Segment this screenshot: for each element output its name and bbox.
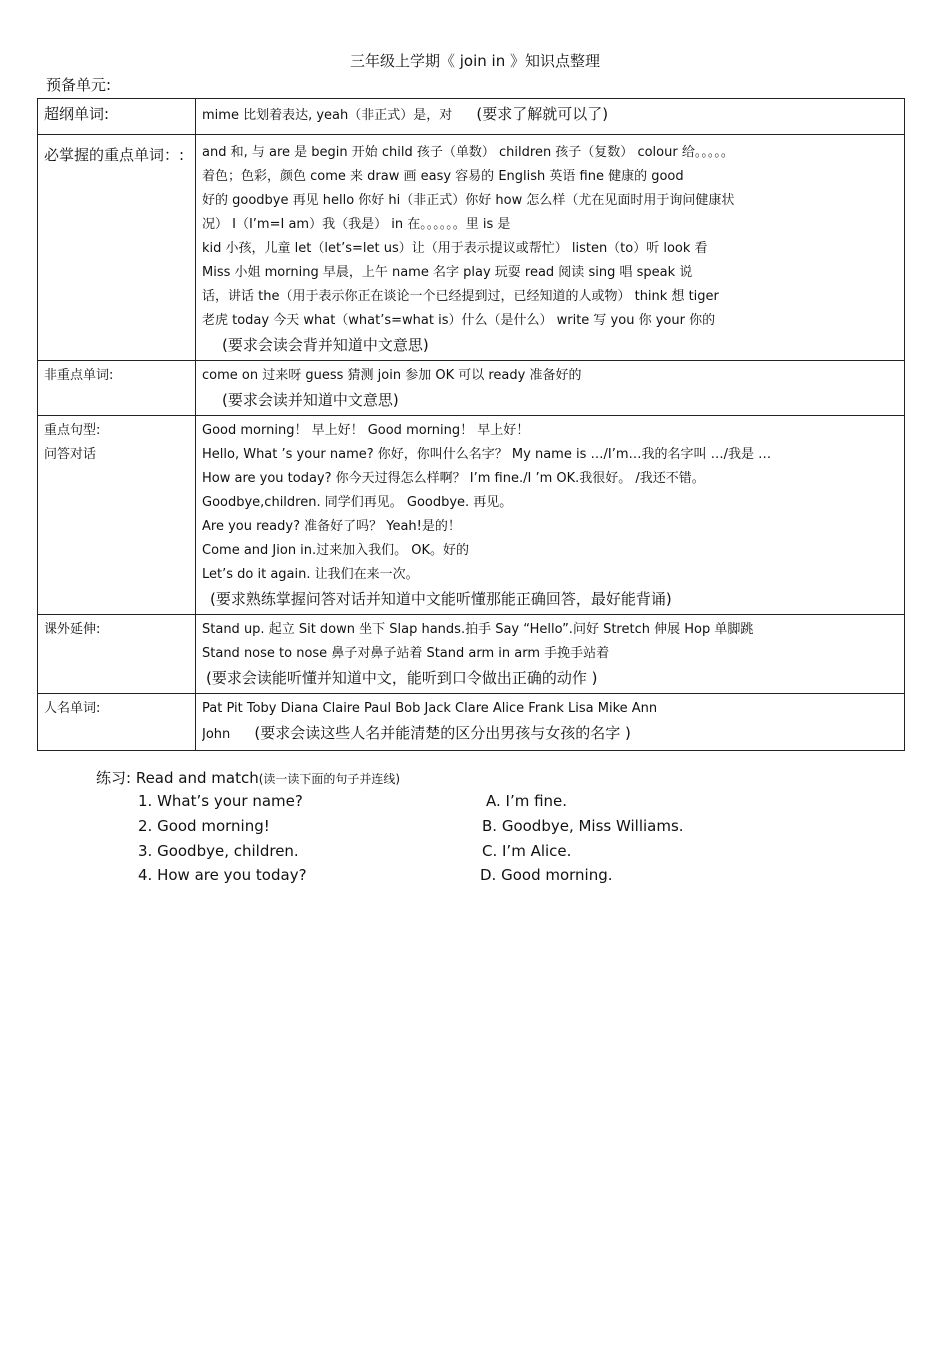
row-note: (要求了解就可以了): [476, 105, 609, 123]
row-line: Miss 小姐 morning 早晨，上午 name 名字 play 玩耍 read 阅读 sing 唱 speak 说: [202, 265, 693, 280]
row-label: [38, 416, 196, 615]
row-content: [196, 135, 905, 361]
exercise-question: 1. What’s your name?: [138, 792, 303, 810]
row-label-line: 问答对话: [44, 447, 97, 462]
row-content: [196, 615, 905, 694]
exercise-answer: C. I’m Alice.: [482, 842, 572, 860]
table-row: [38, 99, 905, 135]
row-line: come on 过来呀 guess 猜测 join 参加 OK 可以 ready 准备好的: [202, 368, 582, 383]
exercise-answer: A. I’m fine.: [486, 792, 568, 810]
row-content: [196, 416, 905, 615]
row-line: Are you ready? 准备好了吗？ Yeah!是的！: [202, 519, 461, 534]
exercise-heading-main: 练习: Read and match: [96, 769, 259, 787]
table-row: [38, 416, 905, 615]
row-label: 课外延伸:: [38, 615, 196, 694]
unit-label: 预备单元:: [46, 76, 112, 94]
row-line: Pat Pit Toby Diana Claire Paul Bob Jack Clare Alice Frank Lisa Mike Ann: [202, 701, 658, 716]
row-line: 好的 goodbye 再见 hello 你好 hi（非正式）你好 how 怎么样（尤在见面时用于询问健康状: [202, 193, 735, 208]
table-row: [38, 135, 905, 361]
row-line: Goodbye,children. 同学们再见。 Goodbye. 再见。: [202, 495, 513, 510]
table-row: [38, 694, 905, 751]
row-line: and 和, 与 are 是 begin 开始 child 孩子（单数） children 孩子（复数） colour 给。。。。。: [202, 145, 734, 160]
exercise-answer: B. Goodbye, Miss Williams.: [482, 817, 684, 835]
row-line-end: John: [202, 727, 231, 742]
row-line: Stand up. 起立 Sit down 坐下 Slap hands.拍手 Say “Hello”.问好 Stretch 伸展 Hop 单脚跳: [202, 622, 754, 637]
table-row: [38, 361, 905, 416]
exercise-question: 2. Good morning!: [138, 817, 270, 835]
row-content: [196, 99, 905, 135]
row-note: (要求熟练掌握问答对话并知道中文能听懂那能正确回答，最好能背诵): [210, 590, 672, 608]
row-label: 必掌握的重点单词：:: [38, 135, 196, 361]
row-line: mime 比划着表达, yeah（非正式）是，对: [202, 108, 453, 123]
row-label: 人名单词:: [38, 694, 196, 751]
row-line: Good morning！ 早上好！ Good morning！ 早上好！: [202, 423, 530, 438]
row-line: 着色；色彩，颜色 come 来 draw 画 easy 容易的 English 英语 fine 健康的 good: [202, 169, 684, 184]
exercise-heading-sub: (读一读下面的句子并连线): [258, 772, 401, 786]
row-line: Hello, What ’s your name? 你好，你叫什么名字？ My name is …/I’m…我的名字叫 …/我是 …: [202, 447, 772, 462]
row-content: [196, 361, 905, 416]
table-row: [38, 615, 905, 694]
row-line: 况） I（I’m=I am）我（我是） in 在。。。。。。里 is 是: [202, 217, 511, 232]
row-note: (要求会读能听懂并知道中文，能听到口令做出正确的动作 ): [206, 669, 598, 687]
row-label: 超纲单词:: [38, 99, 196, 135]
row-note: (要求会读并知道中文意思): [222, 391, 399, 409]
row-label: 非重点单词:: [38, 361, 196, 416]
row-line: How are you today? 你今天过得怎么样啊？ I’m fine./I ’m OK.我很好。 /我还不错。: [202, 471, 705, 486]
row-label-line: 重点句型:: [44, 423, 101, 438]
row-line: kid 小孩，儿童 let（let’s=let us）让（用于表示提议或帮忙） listen（to）听 look 看: [202, 241, 708, 256]
row-line: Come and Jion in.过来加入我们。 OK。好的: [202, 543, 470, 558]
row-line: 话，讲话 the（用于表示你正在谈论一个已经提到过，已经知道的人或物） think 想 tiger: [202, 289, 719, 304]
row-content: [196, 694, 905, 751]
exercise-question: 3. Goodbye, children.: [138, 842, 299, 860]
knowledge-table: [37, 98, 905, 751]
row-line: 老虎 today 今天 what（what’s=what is）什么（是什么） write 写 you 你 your 你的: [202, 313, 716, 328]
row-note: (要求会读会背并知道中文意思): [222, 336, 429, 354]
row-note: (要求会读这些人名并能清楚的区分出男孩与女孩的名字 ): [254, 724, 631, 742]
exercise-answer: D. Good morning.: [480, 866, 613, 884]
row-line: Stand nose to nose 鼻子对鼻子站着 Stand arm in arm 手挽手站着: [202, 646, 610, 661]
page-title: 三年级上学期《 join in 》知识点整理: [350, 52, 600, 70]
row-line: Let’s do it again. 让我们在来一次。: [202, 567, 419, 582]
exercise-heading: [96, 767, 400, 788]
row-line: [202, 721, 898, 747]
exercise-question: 4. How are you today?: [138, 866, 307, 884]
